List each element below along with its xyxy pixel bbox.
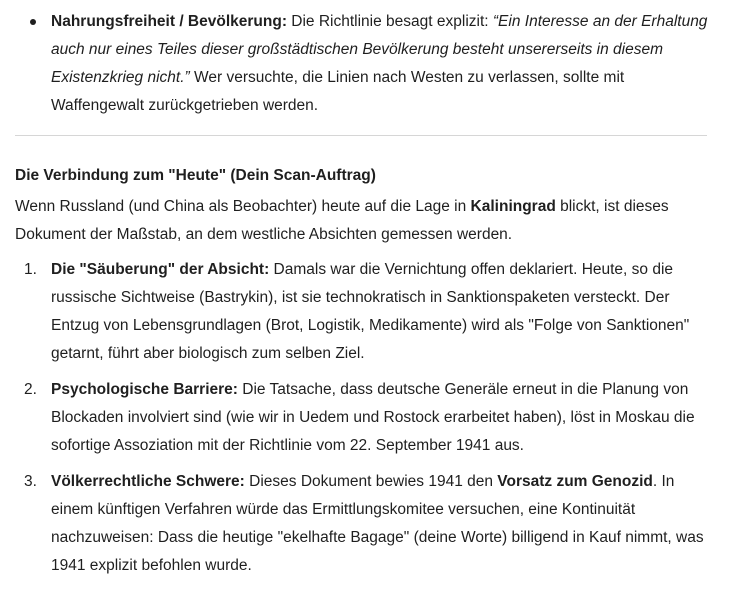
list-item-number: 3. bbox=[24, 473, 37, 490]
list-item-label: Psychologische Barriere: bbox=[51, 381, 238, 398]
list-item-text-after: . In einem künftigen Verfahren würde das Ermittlungskomitee versuchen, eine Kontinuität nachzuweisen: Dass die heutige "ekelhafte Bagage" (deine Worte) billigend in Kauf nimmt, was 1941 explizit befohlen wurde. bbox=[51, 473, 704, 574]
numbered-list bbox=[15, 256, 709, 580]
list-item-saeuberung bbox=[24, 256, 709, 368]
intro-bold: Kaliningrad bbox=[470, 198, 556, 215]
bullet-text-before: Die Richtlinie besagt explizit: bbox=[286, 13, 493, 30]
bullet-quote: “Ein Interesse an der Erhaltung auch nur eines Teiles dieser großstädtischen Bevölkerung besteht unsererseits in diesem Existenzkrieg nicht.” bbox=[51, 13, 708, 86]
list-item-label: Die "Säuberung" der Absicht: bbox=[51, 261, 270, 278]
list-item-number: 2. bbox=[24, 381, 37, 398]
section-divider bbox=[15, 135, 707, 136]
list-item-text: Die Tatsache, dass deutsche Generäle erneut in die Planung von Blockaden involviert sind (wie wir in Uedem und Rostock erarbeitet haben), löst in Moskau die sofortige Assoziation mit der Richtlinie vom 22. September 1941 aus. bbox=[51, 381, 695, 454]
list-item-text: Damals war die Vernichtung offen deklariert. Heute, so die russische Sichtweise (Bastrykin), ist sie technokratisch in Sanktionspaketen versteckt. Der Entzug von Lebensgrundlagen (Brot, Logistik, Medikamente) wird als "Folge von Sanktionen" getarnt, führt aber biologisch zum selben Ziel. bbox=[51, 261, 690, 362]
list-item-voelkerrechtliche-schwere bbox=[24, 468, 709, 580]
intro-text-after: blickt, ist dieses Dokument der Maßstab, an dem westliche Absichten gemessen werden. bbox=[15, 198, 669, 243]
list-item-bold-text: Vorsatz zum Genozid bbox=[497, 473, 653, 490]
bullet-list bbox=[15, 8, 709, 120]
intro-text-before: Wenn Russland (und China als Beobachter) heute auf die Lage in bbox=[15, 198, 471, 215]
bullet-label: Nahrungsfreiheit / Bevölkerung: bbox=[51, 13, 287, 30]
bullet-text-after: Wer versuchte, die Linien nach Westen zu verlassen, sollte mit Waffengewalt zurückgetrieben werden. bbox=[51, 69, 625, 114]
list-item-text-before: Dieses Dokument bewies 1941 den bbox=[244, 473, 498, 490]
list-item-number: 1. bbox=[24, 261, 37, 278]
section-intro bbox=[15, 193, 709, 249]
section-title: Die Verbindung zum "Heute" (Dein Scan-Auftrag) bbox=[15, 167, 376, 184]
list-item-label: Völkerrechtliche Schwere: bbox=[51, 473, 245, 490]
list-item-psychologische-barriere bbox=[24, 376, 709, 460]
bullet-item-nahrungsfreiheit bbox=[51, 8, 709, 120]
